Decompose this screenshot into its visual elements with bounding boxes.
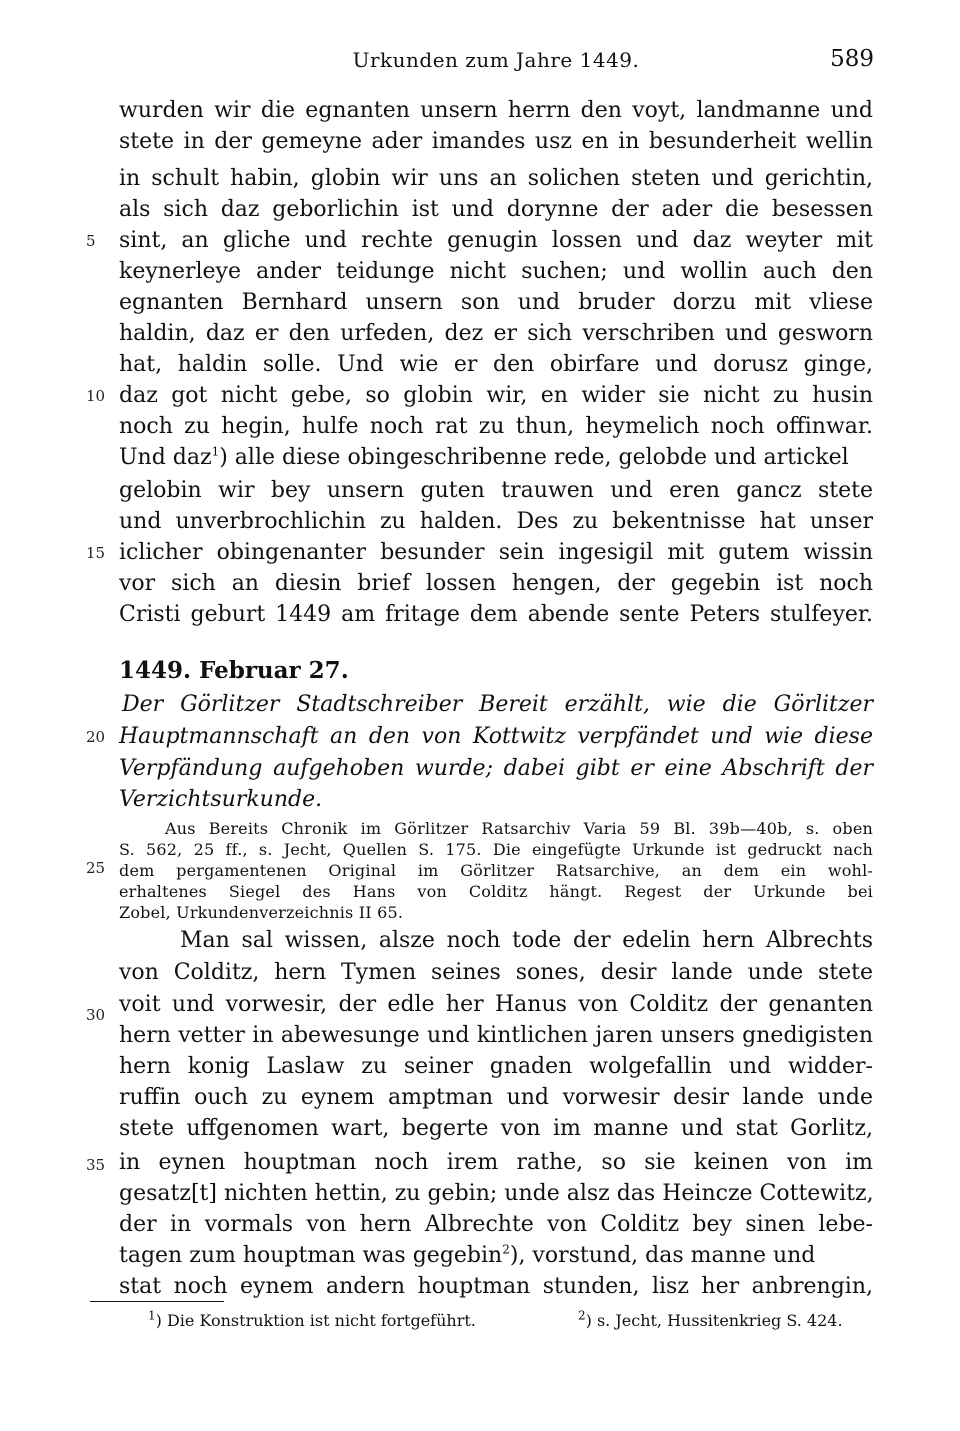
text-line: und unverbrochlichin zu halden. Des zu bekentnisse hat unser <box>119 509 873 534</box>
text-line: als sich daz geborlichin ist und dorynne der ader die besessen <box>119 197 873 222</box>
footnote-ref: 1 <box>211 444 220 459</box>
text-line: stete in der gemeyne ader imandes usz en in besunderheit wellin <box>119 129 873 154</box>
text-line: hat, haldin solle. Und wie er den obirfare und dorusz ginge, <box>119 352 873 377</box>
entry-date: 1449. Februar 27. <box>119 657 349 684</box>
footnote-mark: 2 <box>578 1308 586 1323</box>
text-line: egnanten Bernhard unsern son und bruder dorzu mit vliese <box>119 290 873 315</box>
text-line: in eynen houptman noch irem rathe, so sie keinen von im <box>119 1150 873 1175</box>
running-title: Urkunden zum Jahre 1449. <box>352 48 640 72</box>
footnote-separator <box>90 1301 224 1302</box>
footnote-1 <box>148 1310 476 1332</box>
text-fragment: tagen zum houptman was gegebin <box>119 1243 503 1268</box>
text-line: gesatz[t] nichten hettin, zu gebin; unde alsz das Heincze Cottewitz, <box>119 1181 874 1206</box>
footnote-mark: 1 <box>148 1308 156 1323</box>
text-line: stat noch eynem andern houptman stunden, lisz her anbrengin, <box>119 1274 873 1299</box>
source-note-line: erhaltenes Siegel des Hans von Colditz hängt. Regest der Urkunde bei <box>119 882 873 901</box>
line-number: 20 <box>86 728 106 746</box>
page-header <box>118 44 874 78</box>
text-line: Cristi geburt 1449 am fritage dem abende sente Peters stulfeyer. <box>119 602 873 627</box>
footnote-text: ) Die Konstruktion ist nicht fortgeführt. <box>155 1311 476 1330</box>
text-fragment: ) alle diese obingeschribenne rede, gelobde und artickel <box>219 445 849 470</box>
line-number: 15 <box>86 544 106 562</box>
source-note-line: dem pergamentenen Original im Görlitzer Ratsarchive, an dem ein wohl- <box>119 861 873 880</box>
text-line: keynerleye ander teidunge nicht suchen; und wollin auch den <box>119 259 873 284</box>
text-line: gelobin wir bey unsern guten trauwen und eren gancz stete <box>119 478 873 503</box>
text-line: daz got nicht gebe, so globin wir, en wider sie nicht zu husin <box>119 383 873 408</box>
line-number: 5 <box>86 232 96 250</box>
text-line: in schult habin, globin wir uns an solichen steten und gerichtin, <box>119 166 873 191</box>
text-fragment: ), vorstund, das manne und <box>509 1243 816 1268</box>
text-fragment: Und daz <box>119 445 212 470</box>
text-line: von Colditz, hern Tymen seines sones, desir lande unde stete <box>119 960 873 985</box>
line-number: 10 <box>86 387 106 405</box>
entry-summary-line: Hauptmannschaft an den von Kottwitz verpfändet und wie diese <box>119 724 873 749</box>
text-line: wurden wir die egnanten unsern herrn den voyt, landmanne und <box>119 98 873 123</box>
entry-summary-line: Verzichtsurkunde. <box>119 787 323 812</box>
text-line: sint, an gliche und rechte genugin lossen und daz weyter mit <box>119 228 873 253</box>
text-line: voit und vorwesir, der edle her Hanus von Colditz der genanten <box>119 992 873 1017</box>
text-line: ruffin ouch zu eynem amptman und vorwesir desir lande unde <box>119 1085 873 1110</box>
footnote-2 <box>578 1310 843 1332</box>
text-line: haldin, daz er den urfeden, dez er sich verschriben und gesworn <box>119 321 873 346</box>
source-note-line: S. 562, 25 ff., s. Jecht, Quellen S. 175. Die eingefügte Urkunde ist gedruckt nach <box>119 840 873 859</box>
text-line: vor sich an diesin brief lossen hengen, der gegebin ist noch <box>119 571 873 596</box>
line-number: 35 <box>86 1156 106 1174</box>
line-number: 30 <box>86 1006 106 1024</box>
source-note-line: Zobel, Urkundenverzeichnis II 65. <box>119 903 404 922</box>
text-line <box>119 1241 873 1271</box>
text-line: hern vetter in abewesunge und kintlichen jaren unsers gnedigisten <box>119 1023 873 1048</box>
footnote-ref: 2 <box>502 1242 510 1257</box>
line-number: 25 <box>86 859 106 877</box>
source-note-line: Aus Bereits Chronik im Görlitzer Ratsarchiv Varia 59 Bl. 39b—40b, s. oben <box>165 819 873 838</box>
text-line: Man sal wissen, alsze noch tode der edelin hern Albrechts <box>180 928 873 953</box>
text-line: hern konig Laslaw zu seiner gnaden wolgefallin und widder- <box>119 1054 873 1079</box>
entry-summary-line: Verpfändung aufgehoben wurde; dabei gibt er eine Abschrift der <box>119 756 873 781</box>
text-line <box>119 443 873 473</box>
page-number: 589 <box>830 46 874 72</box>
text-line: der in vormals von hern Albrechte von Colditz bey sinen lebe- <box>119 1212 873 1237</box>
entry-summary-line: Der Görlitzer Stadtschreiber Bereit erzählt, wie die Görlitzer <box>122 692 873 717</box>
text-line: iclicher obingenanter besunder sein ingesigil mit gutem wissin <box>119 540 873 565</box>
footnote-text: ) s. Jecht, Hussitenkrieg S. 424. <box>585 1311 843 1330</box>
text-line: stete uffgenomen wart, begerte von im manne und stat Gorlitz, <box>119 1116 873 1141</box>
text-line: noch zu hegin, hulfe noch rat zu thun, heymelich noch offinwar. <box>119 414 873 439</box>
